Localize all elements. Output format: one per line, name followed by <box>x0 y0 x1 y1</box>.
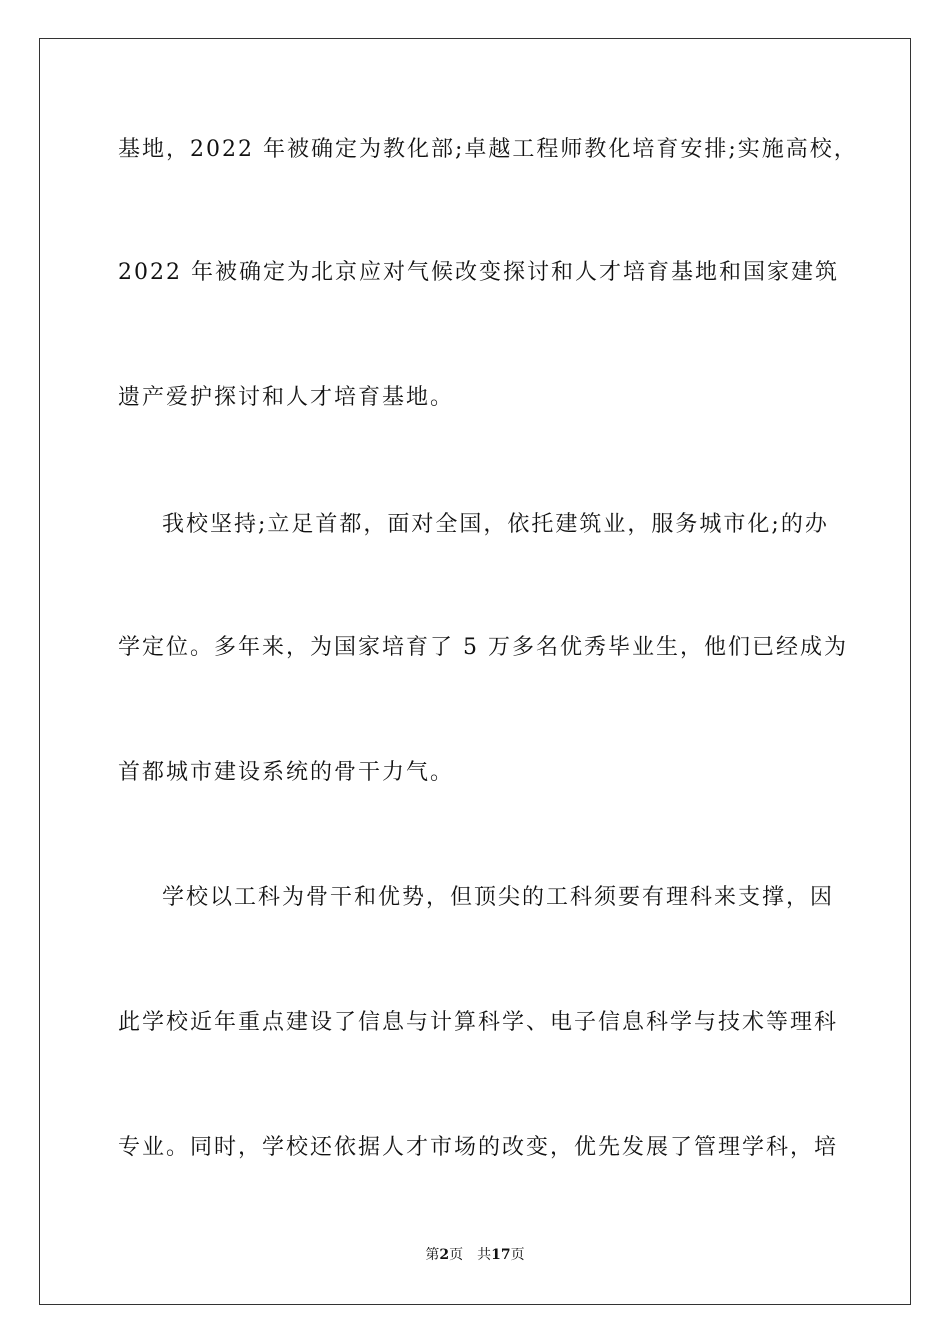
page-suffix: 页 <box>449 1247 464 1263</box>
text-line-1: 基地，2022 年被确定为教化部;卓越工程师教化培育安排;实施高校， <box>118 137 858 162</box>
page-footer <box>0 1246 950 1264</box>
total-prefix: 共 <box>477 1247 492 1263</box>
page-border <box>39 38 911 1305</box>
text-line-8: 此学校近年重点建设了信息与计算科学、电子信息科学与技术等理科 <box>118 1010 839 1035</box>
page-prefix: 第 <box>425 1247 440 1263</box>
text-line-7: 学校以工科为骨干和优势，但顶尖的工科须要有理科来支撑，因 <box>162 885 835 910</box>
text-line-5: 学定位。多年来，为国家培育了 5 万多名优秀毕业生，他们已经成为 <box>118 635 848 660</box>
text-line-2: 2022 年被确定为北京应对气候改变探讨和人才培育基地和国家建筑 <box>118 260 839 285</box>
text-line-4: 我校坚持;立足首都，面对全国，依托建筑业，服务城市化;的办 <box>162 512 829 537</box>
total-suffix: 页 <box>510 1247 525 1263</box>
page-number: 2 <box>439 1247 450 1263</box>
text-line-9: 专业。同时，学校还依据人才市场的改变，优先发展了管理学科，培 <box>118 1135 839 1160</box>
text-line-3: 遗产爱护探讨和人才培育基地。 <box>118 385 455 410</box>
total-pages: 17 <box>491 1247 511 1263</box>
text-line-6: 首都城市建设系统的骨干力气。 <box>118 760 455 785</box>
